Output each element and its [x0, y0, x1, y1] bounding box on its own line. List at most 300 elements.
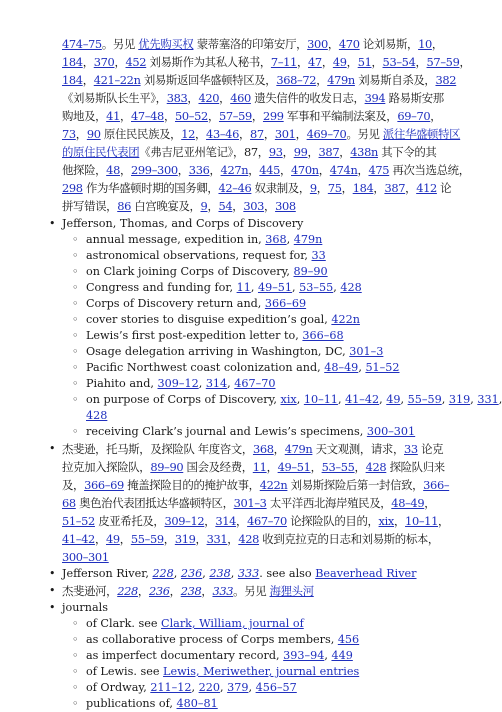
entry-text: ,: [358, 361, 366, 374]
page-ref-link[interactable]: xix: [378, 514, 394, 528]
index-line: [62, 90, 444, 106]
page-ref-link[interactable]: 87: [250, 127, 264, 141]
page-ref-link[interactable]: 470: [338, 37, 360, 51]
page-ref-link[interactable]: 422n: [259, 478, 288, 492]
entry-text: ,: [219, 681, 228, 694]
page-ref-link[interactable]: 211–12: [150, 681, 192, 694]
index-line: [62, 180, 451, 196]
entry-text: ，: [310, 460, 322, 474]
index-line: [62, 531, 439, 547]
page-ref-link[interactable]: 379: [227, 681, 249, 694]
page-ref-link[interactable]: 368: [252, 442, 274, 456]
page-ref-link[interactable]: 优先购买权: [138, 37, 194, 51]
page-ref-link[interactable]: 53–55: [321, 460, 355, 474]
index-subentry: [86, 296, 306, 312]
entry-text: 购地及，: [62, 109, 107, 123]
page-ref-link[interactable]: 57–59: [426, 55, 460, 69]
entry-text: ，: [296, 55, 309, 69]
entry-text: ，: [119, 109, 132, 123]
page-ref-link[interactable]: 421–22n: [93, 73, 141, 87]
page-ref-link[interactable]: 75: [327, 181, 342, 195]
page-ref-link[interactable]: 41–42: [62, 532, 95, 546]
page-ref-link[interactable]: 236: [180, 567, 203, 580]
page-ref-link[interactable]: 236: [148, 584, 170, 598]
page-ref-link[interactable]: 48: [106, 163, 120, 177]
entry-text: ，: [219, 91, 231, 105]
index-line: [62, 549, 109, 565]
entry-text: ，: [415, 55, 427, 69]
page-ref-link[interactable]: 333: [237, 567, 260, 580]
page-ref-link[interactable]: 43–46: [206, 127, 239, 141]
entry-text: ，: [163, 532, 175, 546]
page-ref-link[interactable]: 299–300: [131, 163, 178, 177]
entry-text: 其下令的其: [377, 145, 437, 159]
entry-text: ，: [119, 532, 131, 546]
page-ref-link[interactable]: 184: [62, 73, 83, 87]
entry-text: on purpose of Corps of Discovery,: [86, 393, 281, 406]
entry-text: ，: [279, 163, 292, 177]
page-ref-link[interactable]: 456–57: [255, 681, 297, 694]
page-ref-link[interactable]: 10: [418, 37, 432, 51]
page-ref-link[interactable]: xix: [280, 393, 297, 406]
page-ref-link[interactable]: Beaverhead River: [315, 567, 417, 580]
entry-text: 。另见: [233, 584, 270, 598]
entry-text: ，: [94, 532, 106, 546]
page-ref-link[interactable]: 54: [218, 199, 233, 213]
page-ref-link[interactable]: 派往华盛顿特区: [382, 127, 461, 141]
page-ref-link[interactable]: 89–90: [150, 460, 184, 474]
entry-text: ，: [114, 55, 126, 69]
index-line: [62, 477, 449, 493]
page-ref-link[interactable]: 456: [337, 633, 360, 646]
index-entry: [62, 441, 443, 457]
entry-text: 论克: [417, 442, 444, 456]
index-line: [62, 72, 456, 88]
page-ref-link[interactable]: 445: [259, 163, 280, 177]
entry-text: ，: [327, 37, 339, 51]
page-ref-link[interactable]: 301–3: [233, 496, 267, 510]
index-line: [62, 495, 435, 511]
page-ref-link[interactable]: 319: [174, 532, 196, 546]
entry-text: ,: [333, 281, 341, 294]
entry-text: 论: [436, 181, 452, 195]
entry-text: Congress and funding for,: [86, 281, 237, 294]
index-subentry: [86, 648, 353, 664]
entry-text: ，: [236, 514, 248, 528]
page-ref-link[interactable]: 480–81: [176, 697, 218, 710]
entry-text: 刘易斯自杀及，: [354, 73, 436, 87]
entry-text: ，: [232, 199, 244, 213]
index-subentry: [86, 248, 326, 264]
entry-text: of Ordway,: [86, 681, 151, 694]
page-ref-link[interactable]: 368: [265, 233, 287, 246]
page-ref-link[interactable]: 90: [86, 127, 101, 141]
entry-text: ，: [354, 460, 366, 474]
entry-text: ，: [195, 532, 207, 546]
entry-text: ，: [263, 127, 275, 141]
page-ref-link[interactable]: 86: [117, 199, 132, 213]
page-ref-link[interactable]: 10–11: [405, 514, 438, 528]
entry-text: ,: [296, 393, 304, 406]
entry-text: 天文观测，请求，: [312, 442, 405, 456]
page-ref-link[interactable]: 42–46: [218, 181, 252, 195]
index-line: [62, 198, 296, 214]
entry-text: 奴隶制及，: [251, 181, 310, 195]
page-ref-link[interactable]: 300–301: [62, 550, 109, 564]
entry-text: ，: [82, 55, 94, 69]
entry-text: as collaborative process of Corps members,: [86, 633, 338, 646]
entry-text: 刘易斯探险后第一封信致，: [287, 478, 424, 492]
page-ref-link[interactable]: 314: [215, 514, 237, 528]
entry-text: 及，: [62, 478, 85, 492]
page-ref-link[interactable]: 366–: [423, 478, 450, 492]
entry-text: as imperfect documentary record,: [86, 649, 284, 662]
page-ref-link[interactable]: 412: [416, 181, 437, 195]
page-ref-link[interactable]: 366–69: [264, 297, 307, 310]
page-ref-link[interactable]: 238: [209, 567, 231, 580]
page-ref-link[interactable]: 49–51: [277, 460, 311, 474]
page-ref-link[interactable]: 470n: [291, 163, 319, 177]
page-ref-link[interactable]: 474n: [329, 163, 358, 177]
page-ref-link[interactable]: 57–59: [218, 109, 252, 123]
entry-text: 原住民民族及，: [100, 127, 182, 141]
page-ref-link[interactable]: 228: [152, 567, 174, 580]
entry-text: ，: [209, 163, 221, 177]
entry-text: ，: [424, 496, 436, 510]
index-subentry: [86, 232, 322, 248]
entry-text: 蒙蒂塞洛的印第安厅，: [193, 37, 308, 51]
index-line: [62, 513, 449, 529]
page-ref-link[interactable]: 331: [477, 393, 499, 406]
page-ref-link[interactable]: 393–94: [283, 649, 325, 662]
entry-text: ,: [400, 393, 408, 406]
page-ref-link[interactable]: 300–301: [366, 425, 416, 438]
page-ref-link[interactable]: 394: [364, 91, 386, 105]
entry-text: ，: [373, 181, 385, 195]
entry-text: ，: [431, 37, 443, 51]
page-ref-link[interactable]: 49–51: [257, 281, 293, 294]
entry-text: ,: [227, 377, 235, 390]
page-ref-link[interactable]: 336: [188, 163, 210, 177]
index-subentry: [86, 696, 218, 712]
entry-text: 拼写错误，: [62, 199, 118, 213]
page-ref-link[interactable]: 474–75: [62, 37, 102, 51]
entry-text: ，: [177, 163, 189, 177]
entry-text: ，: [163, 109, 175, 123]
page-ref-link[interactable]: 383: [166, 91, 188, 105]
page-ref-link[interactable]: 299: [262, 109, 284, 123]
entry-text: ，: [394, 514, 406, 528]
page-ref-link[interactable]: 475: [368, 163, 390, 177]
entry-text: Jefferson River,: [62, 567, 153, 580]
page-ref-link[interactable]: 184: [352, 181, 374, 195]
entry-text: ，: [195, 127, 207, 141]
page-ref-link[interactable]: 467–70: [247, 514, 287, 528]
page-ref-link[interactable]: 366–69: [84, 478, 124, 492]
entry-text: ，: [207, 109, 219, 123]
page-ref-link[interactable]: 422n: [331, 313, 360, 326]
entry-text: 他探险，: [62, 163, 107, 177]
entry-text: 白宫晚宴及，: [131, 199, 201, 213]
page-ref-link[interactable]: 479n: [284, 442, 313, 456]
entry-text: ,: [498, 393, 502, 406]
index-subentry: [86, 392, 502, 408]
index-subentry: [86, 680, 297, 696]
page-ref-link[interactable]: 69–70: [397, 109, 431, 123]
entry-text: ,: [230, 567, 238, 580]
page-ref-link[interactable]: 382: [435, 73, 457, 87]
page-ref-link[interactable]: 469–70: [306, 127, 347, 141]
entry-text: Jefferson, Thomas, and Corps of Discovery: [62, 217, 304, 230]
entry-text: ，: [137, 584, 149, 598]
entry-text: ，: [341, 181, 353, 195]
entry-text: ,: [337, 393, 346, 406]
page-ref-link[interactable]: 33: [404, 442, 418, 456]
page-ref-link[interactable]: 53–54: [382, 55, 416, 69]
page-ref-link[interactable]: 238: [180, 584, 202, 598]
entry-text: ,: [379, 393, 387, 406]
entry-text: Corps of Discovery return and,: [86, 297, 265, 310]
entry-text: Piahito and,: [86, 377, 158, 390]
entry-text: ,: [324, 649, 332, 662]
entry-text: of Lewis. see: [86, 665, 164, 678]
index-line: [86, 408, 107, 424]
entry-text: 掩盖探险目的的掩护故事，: [123, 478, 260, 492]
page-ref-link[interactable]: 428: [238, 532, 260, 546]
entry-text: ，: [339, 145, 351, 159]
entry-text: ，: [204, 514, 216, 528]
index-subentry: [86, 360, 400, 376]
entry-text: ，: [75, 127, 87, 141]
page-ref-link[interactable]: 55–59: [130, 532, 164, 546]
page-ref-link[interactable]: 7–11: [270, 55, 297, 69]
page-ref-link[interactable]: 41–42: [345, 393, 380, 406]
entry-text: ，: [316, 73, 328, 87]
entry-text: publications of,: [86, 697, 177, 710]
page-ref-link[interactable]: 460: [230, 91, 251, 105]
entry-text: 再次当选总统，: [389, 163, 470, 177]
entry-text: ，: [371, 55, 383, 69]
entry-text: ，: [266, 460, 278, 474]
entry-text: ，: [251, 109, 263, 123]
page-ref-link[interactable]: 452: [125, 55, 147, 69]
entry-text: ，: [82, 73, 94, 87]
page-ref-link[interactable]: 370: [93, 55, 115, 69]
page-ref-link[interactable]: 333: [212, 584, 234, 598]
entry-text: journals: [62, 601, 108, 614]
entry-text: Osage delegation arriving in Washington, DC,: [86, 345, 350, 358]
entry-text: ,: [292, 281, 300, 294]
entry-text: ，: [318, 163, 330, 177]
entry-text: ,: [286, 233, 294, 246]
entry-text: ，: [430, 109, 442, 123]
entry-text: annual message, expedition in,: [86, 233, 266, 246]
index-line: [62, 108, 441, 124]
entry-text: 论探险队的目的，: [286, 514, 379, 528]
entry-text: 收到克拉克的日志和刘易斯的标本，: [259, 532, 439, 546]
page-ref-link[interactable]: 53–55: [299, 281, 334, 294]
entry-text: ,: [198, 377, 206, 390]
page-ref-link[interactable]: 184: [62, 55, 83, 69]
page-ref-link[interactable]: 387: [384, 181, 406, 195]
page-ref-link[interactable]: 89–90: [293, 265, 328, 278]
index-subentry: [86, 264, 328, 280]
page-ref-link[interactable]: 301–3: [349, 345, 384, 358]
index-line: [62, 144, 436, 160]
page-ref-link[interactable]: 331: [206, 532, 228, 546]
page-ref-link[interactable]: 51–52: [62, 514, 95, 528]
page-ref-link[interactable]: 366–68: [302, 329, 344, 342]
entry-text: . see also: [259, 567, 316, 580]
index-line: [62, 36, 443, 52]
entry-text: 路易斯安那: [385, 91, 444, 105]
page-ref-link[interactable]: 301: [274, 127, 296, 141]
page-ref-link[interactable]: 309–12: [157, 377, 199, 390]
entry-text: 国会及经费，: [183, 460, 253, 474]
page-ref-link[interactable]: 368–72: [276, 73, 317, 87]
entry-text: ，: [321, 55, 333, 69]
entry-text: ，: [207, 199, 219, 213]
page-ref-link[interactable]: 319: [448, 393, 471, 406]
page-ref-link[interactable]: 427n: [220, 163, 249, 177]
entry-text: ，: [227, 532, 239, 546]
entry-text: 探险队归来: [386, 460, 445, 474]
page-ref-link[interactable]: 303: [243, 199, 265, 213]
entry-text: Pacific Northwest coast colonization and,: [86, 361, 325, 374]
page-ref-link[interactable]: 33: [311, 249, 326, 262]
index-entry: [62, 600, 108, 616]
page-ref-link[interactable]: 73: [62, 127, 76, 141]
page-ref-link[interactable]: 47–48: [131, 109, 164, 123]
page-ref-link[interactable]: 55–59: [407, 393, 442, 406]
entry-text: 太平洋西北海岸殖民及，: [266, 496, 392, 510]
page-ref-link[interactable]: 479n: [327, 73, 355, 87]
index-line: [62, 126, 460, 142]
entry-text: ，: [264, 199, 276, 213]
entry-text: 刘易斯作为其私人秘书，: [146, 55, 271, 69]
page-ref-link[interactable]: 228: [117, 584, 138, 598]
page-ref-link[interactable]: 海狸头河: [269, 584, 314, 598]
index-subentry: [86, 312, 360, 328]
entry-text: 《弗吉尼亚州笔记》，87，: [139, 145, 269, 159]
page-ref-link[interactable]: 300: [307, 37, 328, 51]
page-ref-link[interactable]: 10–11: [303, 393, 338, 406]
index-line: [62, 162, 470, 178]
index-entry: [62, 583, 314, 599]
page-ref-link[interactable]: Lewis, Meriwether, journal entries: [163, 665, 360, 678]
index-line: [62, 459, 445, 475]
page-ref-link[interactable]: 449: [331, 649, 353, 662]
page-ref-link[interactable]: 9: [200, 199, 208, 213]
page-ref-link[interactable]: 308: [275, 199, 296, 213]
entry-text: ，: [346, 55, 358, 69]
entry-text: ，: [169, 584, 181, 598]
entry-text: ,: [250, 281, 258, 294]
page-ref-link[interactable]: 48–49: [391, 496, 425, 510]
page-ref-link[interactable]: 467–70: [234, 377, 276, 390]
entry-text: 作为华盛顿时期的国务卿，: [82, 181, 219, 195]
page-ref-link[interactable]: 220: [198, 681, 220, 694]
page-ref-link[interactable]: 49: [386, 393, 401, 406]
entry-text: 《刘易斯队长生平》，: [62, 91, 167, 105]
entry-text: ，: [307, 145, 319, 159]
page-ref-link[interactable]: 41: [106, 109, 120, 123]
entry-text: ,: [173, 567, 181, 580]
page-ref-link[interactable]: 68: [62, 496, 76, 510]
index-subentry: [86, 424, 415, 440]
entry-text: 论刘易斯，: [359, 37, 419, 51]
entry-text: 刘易斯返回华盛顿特区及，: [140, 73, 277, 87]
index-entry: [62, 566, 417, 582]
page-ref-link[interactable]: 51: [357, 55, 372, 69]
index-entry: [62, 216, 303, 232]
entry-text: 。另见: [101, 37, 139, 51]
index-subentry: [86, 616, 304, 632]
page-ref-link[interactable]: 12: [181, 127, 195, 141]
entry-text: ，: [119, 163, 132, 177]
page-ref-link[interactable]: 48–49: [324, 361, 359, 374]
entry-text: ，: [201, 584, 213, 598]
page-ref-link[interactable]: 428: [340, 281, 362, 294]
index-subentry: [86, 344, 383, 360]
entry-text: ,: [202, 567, 210, 580]
entry-text: ，: [187, 91, 199, 105]
page-ref-link[interactable]: 309–12: [164, 514, 205, 528]
entry-text: on Clark joining Corps of Discovery,: [86, 265, 294, 278]
entry-text: 。另见: [346, 127, 383, 141]
page-ref-link[interactable]: 49: [105, 532, 120, 546]
page-ref-link[interactable]: 49: [332, 55, 347, 69]
entry-text: Lewis’s first post-expedition letter to,: [86, 329, 303, 342]
entry-text: ，: [238, 127, 251, 141]
entry-text: 杰斐逊河，: [62, 584, 118, 598]
index-subentry: [86, 328, 344, 344]
page-ref-link[interactable]: 298: [62, 181, 83, 195]
page-ref-link[interactable]: Clark, William, journal of: [161, 617, 304, 630]
page-ref-link[interactable]: 11: [236, 281, 251, 294]
page-ref-link[interactable]: 387: [318, 145, 340, 159]
index-subentry: [86, 632, 359, 648]
entry-text: ,: [470, 393, 478, 406]
entry-text: ，: [295, 127, 307, 141]
page-ref-link[interactable]: 314: [205, 377, 228, 390]
entry-text: ，: [316, 181, 328, 195]
entry-text: ，: [459, 55, 471, 69]
page-ref-link[interactable]: 428: [86, 409, 108, 422]
entry-text: astronomical observations, request for,: [86, 249, 312, 262]
entry-text: 皮亚希托及，: [94, 514, 165, 528]
entry-text: 奥色治代表团抵达华盛顿特区，: [75, 496, 234, 510]
page-ref-link[interactable]: 420: [198, 91, 220, 105]
page-ref-link[interactable]: 11: [252, 460, 267, 474]
entry-text: ，: [248, 163, 260, 177]
entry-text: 杰斐逊，托马斯，及探险队 年度咨文，: [62, 442, 253, 456]
page-ref-link[interactable]: 93: [268, 145, 283, 159]
page-ref-link[interactable]: 9: [309, 181, 317, 195]
page-ref-link[interactable]: 438n: [350, 145, 378, 159]
page-ref-link[interactable]: 99: [293, 145, 308, 159]
index-subentry: [86, 376, 275, 392]
page-ref-link[interactable]: 的原住民代表团: [62, 145, 140, 159]
entry-text: ,: [441, 393, 449, 406]
entry-text: 遗失信件的收发日志，: [250, 91, 365, 105]
page-ref-link[interactable]: 51–52: [365, 361, 400, 374]
page-ref-link[interactable]: 47: [308, 55, 322, 69]
page-ref-link[interactable]: 50–52: [175, 109, 208, 123]
page-ref-link[interactable]: 479n: [293, 233, 323, 246]
entry-text: receiving Clark’s journal and Lewis’s specimens,: [86, 425, 367, 438]
page-ref-link[interactable]: 428: [365, 460, 387, 474]
